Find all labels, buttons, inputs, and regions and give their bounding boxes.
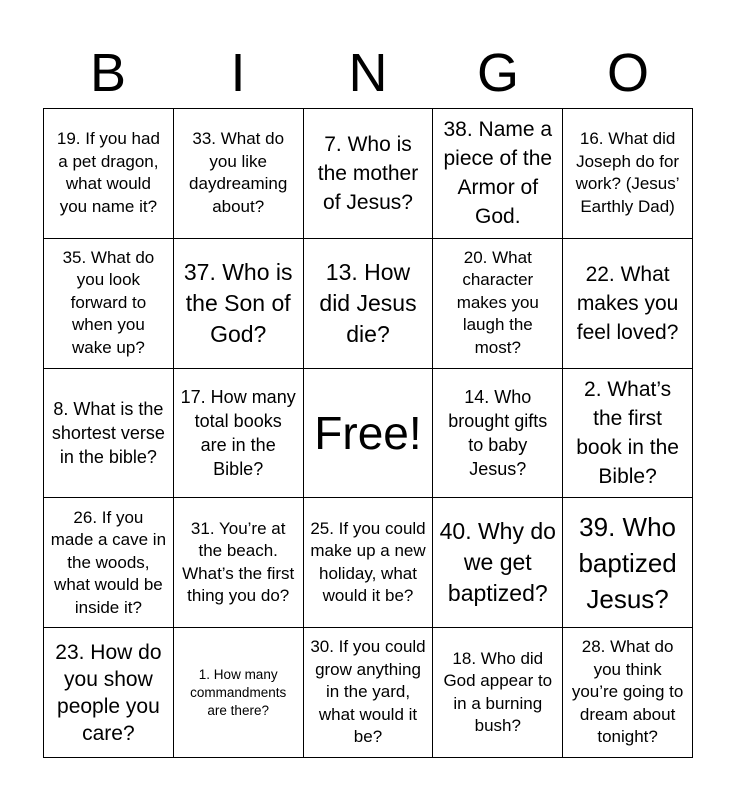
cell-text: 20. What character makes you laugh the most?	[456, 247, 539, 357]
free-space-label: Free!	[314, 406, 422, 459]
bingo-cell-r2c2[interactable]	[174, 239, 304, 369]
cell-text: 8. What is the shortest verse in the bible?	[51, 398, 165, 467]
header-letter-g: G	[476, 43, 519, 103]
cell-text: 28. What do you think you’re going to dream about tonight?	[571, 637, 684, 747]
cell-text: 23. How do you show people you care?	[55, 640, 162, 745]
cell-text: 39. Who baptized Jesus?	[578, 511, 677, 614]
bingo-cell-r3c1[interactable]	[44, 369, 174, 499]
cell-text: 1. How many commandments are there?	[190, 666, 287, 718]
bingo-cell-r5c1[interactable]	[44, 628, 174, 758]
bingo-cell-r3c5[interactable]	[563, 369, 693, 499]
bingo-cell-r4c4[interactable]	[433, 498, 563, 628]
cell-text: 33. What do you like daydreaming about?	[189, 129, 288, 216]
cell-text: 17. How many total books are in the Bible?	[180, 386, 296, 479]
bingo-cell-r5c4[interactable]	[433, 628, 563, 758]
bingo-cell-r4c1[interactable]	[44, 498, 174, 628]
bingo-cell-r1c3[interactable]	[304, 109, 434, 239]
bingo-header	[43, 38, 693, 108]
cell-text: 38. Name a piece of the Armor of God.	[443, 118, 553, 229]
bingo-cell-r3c2[interactable]	[174, 369, 304, 499]
bingo-cell-r1c2[interactable]	[174, 109, 304, 239]
cell-text: 26. If you made a cave in the woods, what would be inside it?	[50, 507, 167, 617]
bingo-cell-r2c5[interactable]	[563, 239, 693, 369]
cell-text: 13. How did Jesus die?	[319, 258, 417, 347]
bingo-cell-r5c3[interactable]	[304, 628, 434, 758]
bingo-cell-r4c3[interactable]	[304, 498, 434, 628]
cell-text: 25. If you could make up a new holiday, what would it be?	[310, 518, 426, 606]
cell-text: 2. What’s the first book in the Bible?	[576, 377, 679, 488]
cell-text: 19. If you had a pet dragon, what would you name it?	[56, 129, 160, 216]
cell-text: 31. You’re at the beach. What’s the first thing you do?	[182, 518, 295, 606]
cell-text: 35. What do you look forward to when you wake up?	[62, 247, 155, 357]
header-letter-o: O	[606, 43, 649, 103]
bingo-grid	[43, 108, 693, 758]
bingo-cell-r2c1[interactable]	[44, 239, 174, 369]
bingo-cell-r4c5[interactable]	[563, 498, 693, 628]
cell-text: 14. Who brought gifts to baby Jesus?	[448, 386, 548, 479]
bingo-cell-r4c2[interactable]	[174, 498, 304, 628]
bingo-cell-r1c5[interactable]	[563, 109, 693, 239]
header-letter-b: B	[89, 43, 127, 103]
cell-text: 40. Why do we get baptized?	[439, 518, 556, 607]
bingo-cell-r2c3[interactable]	[304, 239, 434, 369]
cell-text: 30. If you could grow anything in the yard, what would it be?	[310, 637, 426, 747]
bingo-cell-r5c5[interactable]	[563, 628, 693, 758]
cell-text: 37. Who is the Son of God?	[183, 258, 293, 347]
cell-text: 16. What did Joseph do for work? (Jesus’ Earthly Dad)	[575, 129, 680, 216]
header-letter-n: N	[348, 43, 388, 103]
bingo-cell-r1c4[interactable]	[433, 109, 563, 239]
bingo-cell-r2c4[interactable]	[433, 239, 563, 369]
cell-text: 22. What makes you feel loved?	[576, 262, 679, 344]
free-space-cell[interactable]	[304, 369, 434, 499]
header-letter-i: I	[230, 43, 246, 103]
bingo-cell-r5c2[interactable]	[174, 628, 304, 758]
bingo-cell-r3c4[interactable]	[433, 369, 563, 499]
cell-text: 7. Who is the mother of Jesus?	[317, 132, 419, 214]
cell-text: 18. Who did God appear to in a burning bush?	[443, 648, 553, 736]
bingo-cell-r1c1[interactable]	[44, 109, 174, 239]
